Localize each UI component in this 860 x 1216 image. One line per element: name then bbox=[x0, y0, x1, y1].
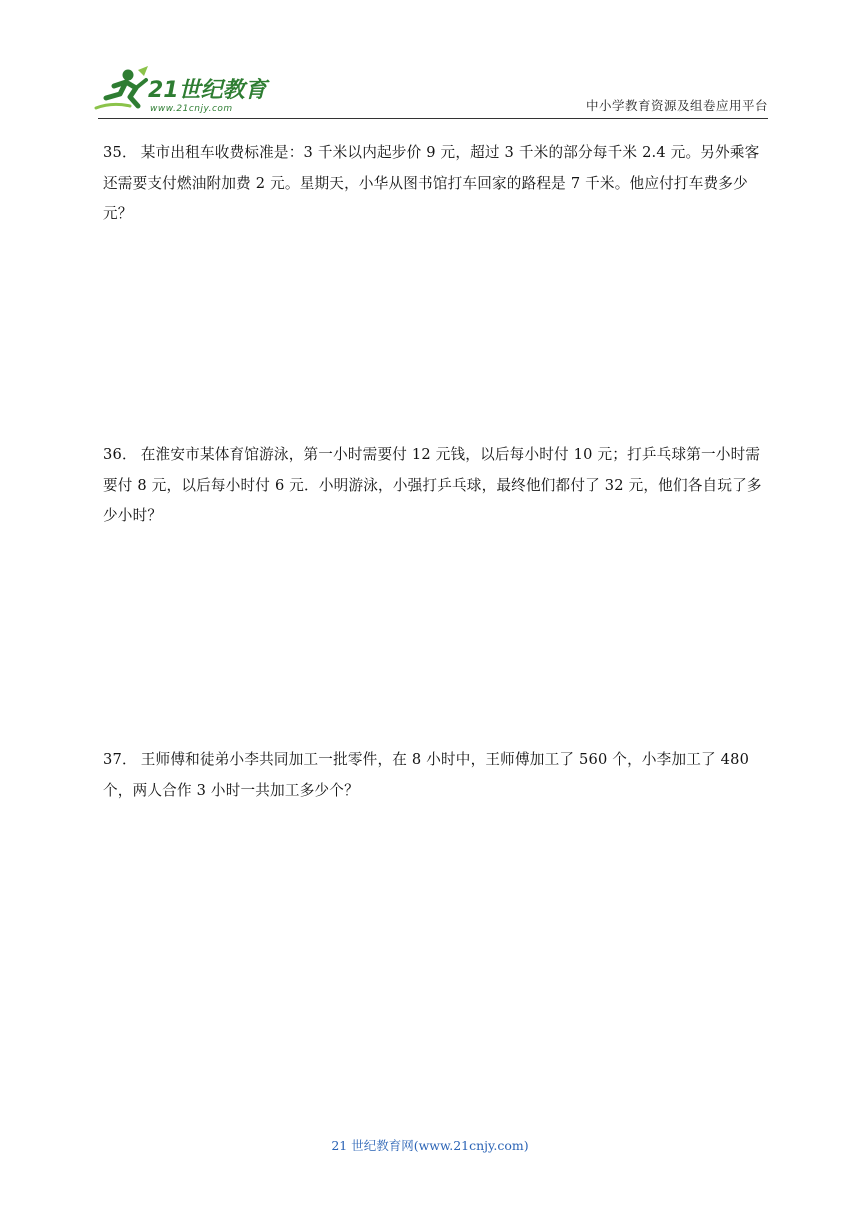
page-header bbox=[0, 0, 860, 122]
question-35 bbox=[103, 138, 765, 230]
question-number: 35． bbox=[103, 144, 137, 161]
question-number: 37． bbox=[103, 751, 137, 768]
header-divider bbox=[98, 118, 768, 119]
svg-text:www.21cnjy.com: www.21cnjy.com bbox=[150, 104, 233, 114]
question-text: 某市出租车收费标准是：3 千米以内起步价 9 元，超过 3 千米的部分每千米 2.4 元。另外乘客还需要支付燃油附加费 2 元。星期天，小华从图书馆打车回家的路程是 7 千米。他应付打车费多少元？ bbox=[103, 144, 760, 222]
question-number: 36． bbox=[103, 446, 137, 463]
question-text: 王师傅和徒弟小李共同加工一批零件，在 8 小时中，王师傅加工了 560 个，小李加工了 480 个，两人合作 3 小时一共加工多少个？ bbox=[103, 751, 750, 799]
logo bbox=[92, 64, 272, 116]
svg-text:21世纪教育: 21世纪教育 bbox=[148, 78, 267, 103]
question-36 bbox=[103, 440, 765, 532]
runner-logo-icon bbox=[92, 64, 272, 116]
page-footer[interactable]: 21 世纪教育网(www.21cnjy.com) bbox=[331, 1138, 529, 1153]
question-37 bbox=[103, 745, 765, 806]
question-text: 在淮安市某体育馆游泳，第一小时需要付 12 元钱，以后每小时付 10 元；打乒乓球第一小时需要付 8 元，以后每小时付 6 元．小明游泳，小强打乒乓球，最终他们都付了 32 元，他们各自玩了多少小时？ bbox=[103, 446, 762, 524]
header-tagline: 中小学教育资源及组卷应用平台 bbox=[585, 98, 768, 113]
